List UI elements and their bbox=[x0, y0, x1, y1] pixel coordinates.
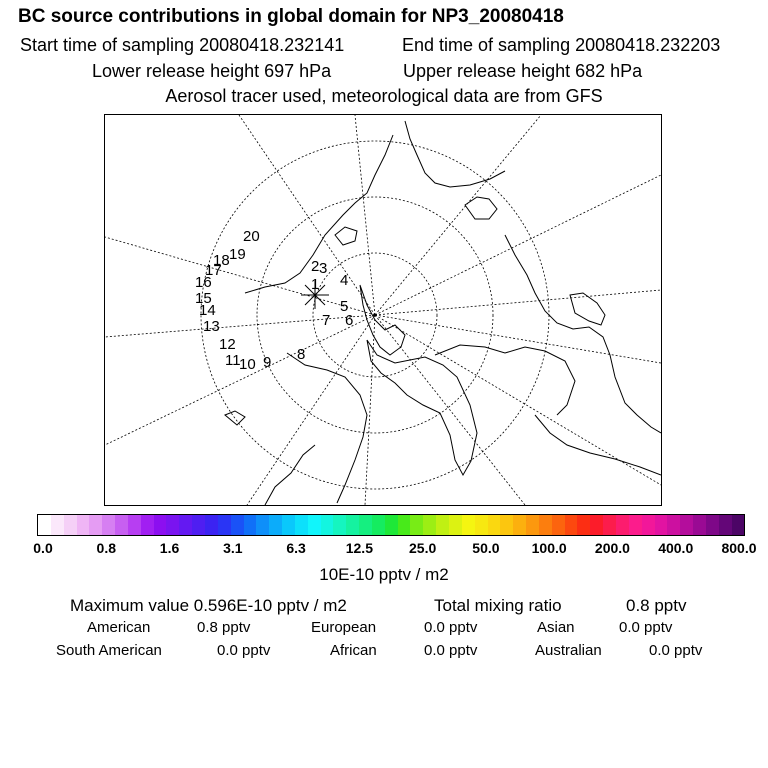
colorbar-tick-label: 100.0 bbox=[531, 540, 567, 556]
colorbar-cell bbox=[38, 515, 51, 535]
colorbar-cell bbox=[64, 515, 77, 535]
colorbar-cell bbox=[603, 515, 616, 535]
trajectory-label-18: 18 bbox=[213, 252, 230, 269]
colorbar-tick-label: 6.3 bbox=[286, 540, 306, 556]
colorbar-cell bbox=[333, 515, 346, 535]
upper-release-height: Upper release height 682 hPa bbox=[403, 61, 643, 81]
colorbar-tick-label: 200.0 bbox=[594, 540, 630, 556]
colorbar-cell bbox=[577, 515, 590, 535]
colorbar-cell bbox=[719, 515, 732, 535]
colorbar-cell bbox=[321, 515, 334, 535]
colorbar-cell bbox=[51, 515, 64, 535]
graticule bbox=[105, 115, 661, 505]
colorbar-cell bbox=[359, 515, 372, 535]
colorbar-cell bbox=[706, 515, 719, 535]
trajectory-labels bbox=[195, 228, 353, 373]
colorbar-cell bbox=[642, 515, 655, 535]
region-name-european: European bbox=[311, 619, 377, 636]
trajectory-label-6: 6 bbox=[345, 312, 354, 329]
colorbar-cell bbox=[488, 515, 501, 535]
colorbar-cell bbox=[102, 515, 115, 535]
trajectory-label-10: 10 bbox=[239, 356, 256, 373]
trajectory-label-12: 12 bbox=[219, 336, 236, 353]
meridian-line bbox=[365, 315, 375, 505]
max-value: Maximum value 0.596E-10 pptv / m2 bbox=[70, 596, 347, 615]
colorbar-cell bbox=[513, 515, 526, 535]
colorbar-cell bbox=[526, 515, 539, 535]
colorbar-cell bbox=[565, 515, 578, 535]
colorbar-cell bbox=[218, 515, 231, 535]
colorbar-cell bbox=[205, 515, 218, 535]
colorbar-cell bbox=[244, 515, 257, 535]
colorbar-tick-label: 3.1 bbox=[223, 540, 243, 556]
region-value-american: 0.8 pptv bbox=[197, 619, 251, 636]
colorbar-cell bbox=[89, 515, 102, 535]
trajectory-label-7: 7 bbox=[322, 312, 331, 329]
colorbar bbox=[37, 514, 745, 536]
trajectory-label-16: 16 bbox=[195, 274, 212, 291]
region-name-african: African bbox=[330, 642, 377, 659]
colorbar-cell bbox=[231, 515, 244, 535]
trajectory-label-19: 19 bbox=[229, 246, 246, 263]
colorbar-tick-label: 50.0 bbox=[472, 540, 500, 556]
colorbar-cell bbox=[680, 515, 693, 535]
colorbar-cell bbox=[423, 515, 436, 535]
colorbar-tick-label: 25.0 bbox=[409, 540, 437, 556]
region-value-african: 0.0 pptv bbox=[424, 642, 478, 659]
colorbar-cell bbox=[154, 515, 167, 535]
trajectory-label-4: 4 bbox=[340, 272, 349, 289]
colorbar-cell bbox=[141, 515, 154, 535]
coastline-scandinavia-russia bbox=[505, 235, 661, 433]
map-canvas bbox=[105, 115, 661, 505]
colorbar-cell bbox=[256, 515, 269, 535]
meridian-line bbox=[375, 315, 661, 363]
trajectory-label-17: 17 bbox=[205, 262, 222, 279]
colorbar-cell bbox=[192, 515, 205, 535]
colorbar-cell bbox=[269, 515, 282, 535]
colorbar-cell bbox=[385, 515, 398, 535]
colorbar-cell bbox=[693, 515, 706, 535]
region-name-asian: Asian bbox=[537, 619, 575, 636]
colorbar-cell bbox=[115, 515, 128, 535]
coastline-hudson bbox=[265, 445, 315, 505]
plot-title: BC source contributions in global domain for NP3_20080418 bbox=[18, 6, 564, 27]
trajectory-label-2: 2 bbox=[311, 258, 320, 275]
coastline-siberia-north bbox=[405, 121, 505, 187]
coastline-europe-south bbox=[535, 415, 661, 475]
colorbar-cell bbox=[629, 515, 642, 535]
colorbar-cell bbox=[77, 515, 90, 535]
meridian-line bbox=[105, 315, 375, 445]
coastline-greenland bbox=[367, 340, 477, 475]
coastline-north-europe bbox=[435, 345, 575, 415]
tracer-note: Aerosol tracer used, meteorological data are from GFS bbox=[165, 86, 603, 106]
region-name-american: American bbox=[87, 619, 151, 636]
colorbar-tick-label: 800.0 bbox=[721, 540, 757, 556]
colorbar-tick-label: 0.0 bbox=[33, 540, 53, 556]
colorbar-cell bbox=[346, 515, 359, 535]
colorbar-cell bbox=[179, 515, 192, 535]
region-value-south-american: 0.0 pptv bbox=[217, 642, 271, 659]
trajectory-label-15: 15 bbox=[195, 290, 212, 307]
colorbar-tick-label: 400.0 bbox=[658, 540, 694, 556]
colorbar-cell bbox=[462, 515, 475, 535]
region-value-australian: 0.0 pptv bbox=[649, 642, 703, 659]
colorbar-cell bbox=[166, 515, 179, 535]
meridian-line bbox=[105, 315, 375, 337]
colorbar-tick-label: 12.5 bbox=[345, 540, 373, 556]
colorbar-unit: 10E-10 pptv / m2 bbox=[319, 565, 449, 584]
trajectory-label-13: 13 bbox=[203, 318, 220, 335]
end-time: End time of sampling 20080418.232203 bbox=[402, 35, 721, 55]
colorbar-cell bbox=[667, 515, 680, 535]
colorbar-cell bbox=[539, 515, 552, 535]
colorbar-cell bbox=[436, 515, 449, 535]
trajectory-label-3: 3 bbox=[319, 260, 328, 277]
colorbar-cell bbox=[655, 515, 668, 535]
colorbar-tick-label: 1.6 bbox=[159, 540, 180, 556]
lower-release-height: Lower release height 697 hPa bbox=[92, 61, 332, 81]
colorbar-tick-label: 0.8 bbox=[96, 540, 116, 556]
coastlines bbox=[225, 121, 661, 505]
meridian-line bbox=[247, 315, 375, 505]
colorbar-cell bbox=[282, 515, 295, 535]
colorbar-cell bbox=[449, 515, 462, 535]
polar-map bbox=[104, 114, 662, 506]
colorbar-cell bbox=[128, 515, 141, 535]
colorbar-cell bbox=[475, 515, 488, 535]
trajectory-label-14: 14 bbox=[199, 302, 216, 319]
colorbar-cell bbox=[295, 515, 308, 535]
trajectory-label-1: 1 bbox=[311, 276, 320, 293]
meridian-line bbox=[375, 115, 541, 315]
colorbar-cell bbox=[590, 515, 603, 535]
meridian-line bbox=[375, 315, 525, 505]
total-mixing-label: Total mixing ratio bbox=[434, 596, 562, 615]
colorbar-cell bbox=[308, 515, 321, 535]
total-mixing-value: 0.8 pptv bbox=[626, 596, 687, 615]
coastline-island bbox=[335, 227, 357, 245]
region-name-australian: Australian bbox=[535, 642, 602, 659]
region-value-european: 0.0 pptv bbox=[424, 619, 478, 636]
trajectory-label-5: 5 bbox=[340, 298, 349, 315]
colorbar-cell bbox=[500, 515, 513, 535]
trajectory-label-20: 20 bbox=[243, 228, 260, 245]
region-name-south-american: South American bbox=[56, 642, 162, 659]
meridian-line bbox=[375, 290, 661, 315]
region-value-asian: 0.0 pptv bbox=[619, 619, 673, 636]
meridian-line bbox=[355, 115, 375, 315]
trajectory-label-9: 9 bbox=[263, 354, 272, 371]
colorbar-cell bbox=[732, 515, 745, 535]
meridian-line bbox=[239, 115, 375, 315]
colorbar-cell bbox=[616, 515, 629, 535]
colorbar-cell bbox=[410, 515, 423, 535]
colorbar-cell bbox=[398, 515, 411, 535]
start-time: Start time of sampling 20080418.232141 bbox=[20, 35, 345, 55]
trajectory-label-8: 8 bbox=[297, 346, 306, 363]
colorbar-cell bbox=[552, 515, 565, 535]
trajectory-label-11: 11 bbox=[225, 352, 241, 369]
colorbar-cell bbox=[372, 515, 385, 535]
